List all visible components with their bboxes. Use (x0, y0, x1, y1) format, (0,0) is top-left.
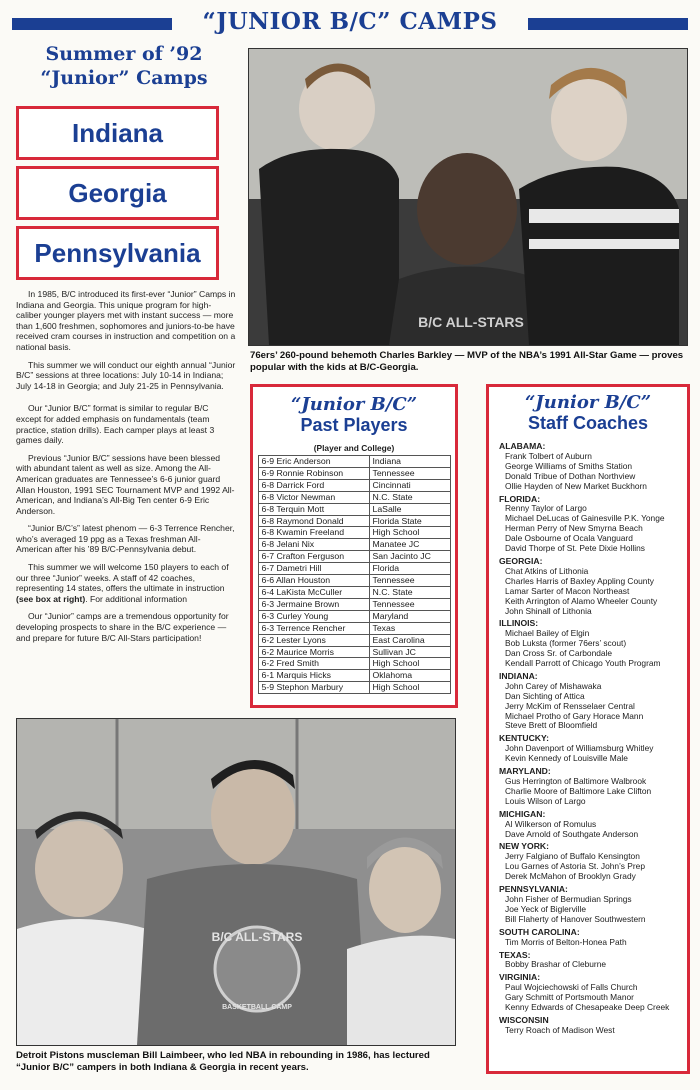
summer-heading (14, 42, 234, 90)
table-row (258, 539, 450, 551)
coach-group-state: GEORGIA: (499, 555, 543, 566)
table-row (258, 598, 450, 610)
coach-name: Michael Bailey of Elgin (505, 628, 590, 639)
coach-name: Renny Taylor of Largo (505, 503, 587, 514)
coach-group-state: WISCONSIN (499, 1014, 549, 1025)
coach-group (499, 672, 687, 731)
coach-group (499, 619, 687, 669)
coach-name: David Thorpe of St. Pete Dixie Hollins (505, 543, 645, 554)
player-name-cell: 6-9 Ronnie Robinson (258, 467, 369, 479)
table-row (258, 586, 450, 598)
player-college-cell: Tennessee (369, 598, 450, 610)
player-name-cell: 6-4 LaKista McCuller (258, 586, 369, 598)
table-row (258, 610, 450, 622)
player-name-cell: 6-8 Victor Newman (258, 491, 369, 503)
barkley-shirt-text: B/C ALL-STARS (418, 314, 524, 330)
player-college-cell: Florida State (369, 515, 450, 527)
player-college-cell: Sullivan JC (369, 646, 450, 658)
state-box-pennsylvania: Pennsylvania (16, 226, 219, 280)
coach-group-state: TEXAS: (499, 949, 531, 960)
player-name-cell: 6-8 Terquin Mott (258, 503, 369, 515)
coach-name: Dan Cross Sr. of Carbondale (505, 648, 613, 659)
barkley-photo (248, 48, 688, 346)
table-row (258, 658, 450, 670)
coach-group-state: ALABAMA: (499, 441, 546, 451)
coach-name: John Shinall of Lithonia (505, 605, 592, 616)
coach-name: John Fisher of Bermudian Springs (505, 893, 632, 904)
coach-group (499, 495, 687, 554)
state-box-indiana: Indiana (16, 106, 219, 160)
laimbeer-photo (16, 718, 456, 1046)
intro-paragraph: “Junior B/C’s” latest phenom — 6-3 Terrence Rencher, who’s averaged 19 ppg as a Texas freshman All-American after his ’89 B/C-Pennsylvania debut. (16, 523, 235, 555)
player-name-cell: 6-3 Terrence Rencher (258, 622, 369, 634)
coach-name: Ollie Hayden of New Market Buckhorn (505, 480, 647, 491)
laimbeer-caption: Detroit Pistons muscleman Bill Laimbeer, who led NBA in rebounding in 1986, has lectured “Junior B/C” campers in both Indiana & Georgia in recent years. (16, 1050, 430, 1073)
staff-coaches-title-line1: “Junior B/C” (524, 392, 652, 413)
player-name-cell: 6-2 Maurice Morris (258, 646, 369, 658)
coach-name: Louis Wilson of Largo (505, 795, 586, 806)
player-college-cell: LaSalle (369, 503, 450, 515)
intro-paragraph (16, 562, 236, 604)
coach-name: Terry Roach of Madison West (505, 1024, 615, 1035)
coach-name: Chat Atkins of Lithonia (505, 565, 589, 576)
coach-group (499, 734, 687, 764)
coach-name: Lou Garnes of Astoria St. John’s Prep (505, 861, 645, 872)
staff-coaches-box (486, 384, 690, 1074)
coach-name: Al Wilkerson of Romulus (505, 818, 597, 829)
coach-name: Jerry Falgiano of Buffalo Kensington (505, 851, 640, 862)
table-row (258, 682, 450, 694)
intro-paragraph: Our “Junior” camps are a tremendous opportunity for developing prospects to share in the B/C experience — and prepare for future B/C All-Stars participation! (16, 611, 229, 643)
coach-name: Derek McMahon of Brooklyn Grady (505, 871, 636, 882)
past-players-box (250, 384, 458, 708)
coach-group-state: INDIANA: (499, 670, 538, 681)
intro-paragraph: In 1985, B/C introduced its first-ever “Junior” Camps in Indiana and Georgia. This unique program for high-caliber younger players met with instant success — more than 1,600 freshmen, sophomores and juniors-to-be have received cram courses in instruction and competition on a national basis. (16, 289, 236, 352)
table-row (258, 515, 450, 527)
coach-name: Tim Morris of Belton-Honea Path (505, 936, 627, 947)
player-name-cell: 6-6 Allan Houston (258, 575, 369, 587)
player-name-cell: 6-8 Raymond Donald (258, 515, 369, 527)
table-row (258, 467, 450, 479)
state-box-georgia: Georgia (16, 166, 219, 220)
barkley-caption: 76ers’ 260-pound behemoth Charles Barkley — MVP of the NBA’s 1991 All-Star Game — proves popular with the kids at B/C-Georgia. (250, 350, 684, 373)
coach-name: Paul Wojciechowski of Falls Church (505, 982, 638, 993)
player-name-cell: 6-3 Curley Young (258, 610, 369, 622)
coach-name: George Williams of Smiths Station (505, 460, 633, 471)
coach-group (499, 951, 687, 971)
staff-coaches-list (489, 433, 687, 1036)
coach-name: John Carey of Mishawaka (505, 680, 602, 691)
page-banner (12, 10, 688, 36)
coach-name: Kendall Parrott of Chicago Youth Program (505, 658, 661, 669)
coach-name: John Davenport of Williamsburg Whitley (505, 743, 654, 754)
intro-paragraph: Previous “Junior B/C” sessions have been blessed with abundant talent as well as size. Among the All-American graduates are Tennessee’s 6-6 junior guard Allan Houston, 1991 SEC Tournament MVP and 1992 All-American, and Indiana’s All-Big Ten center 6-9 Eric Anderson. (16, 452, 235, 516)
player-name-cell: 6-2 Lester Lyons (258, 634, 369, 646)
table-row (258, 456, 450, 468)
coach-group-state: MICHIGAN: (499, 808, 546, 819)
coach-group (499, 1016, 687, 1036)
player-college-cell: Tennessee (369, 575, 450, 587)
coach-group (499, 557, 687, 616)
staff-coaches-title (489, 387, 687, 433)
past-players-title (253, 387, 455, 435)
player-college-cell: Oklahoma (369, 670, 450, 682)
coach-name: Gus Herrington of Baltimore Walbrook (505, 776, 647, 786)
table-row (258, 634, 450, 646)
coach-name: Dale Osbourne of Ocala Vanguard (505, 533, 633, 544)
player-name-cell: 6-8 Kwamin Freeland (258, 527, 369, 539)
coach-name: Bill Flaherty of Hanover Southwestern (505, 913, 646, 924)
coach-name: Michael DeLucas of Gainesville P.K. Yonge (505, 513, 665, 524)
laimbeer-shirt-sub: BASKETBALL CAMP (222, 1004, 292, 1011)
coach-group (499, 928, 687, 948)
coach-name: Bobby Brashar of Cleburne (505, 959, 607, 970)
player-college-cell: High School (369, 682, 450, 694)
coach-name: Michael Protho of Gary Horace Mann (505, 710, 644, 721)
player-name-cell: 6-7 Dametri Hill (258, 563, 369, 575)
player-college-cell: Florida (369, 563, 450, 575)
player-college-cell: High School (369, 658, 450, 670)
coach-group (499, 842, 687, 882)
coach-name: Charlie Moore of Baltimore Lake Clifton (505, 785, 652, 796)
table-row (258, 622, 450, 634)
player-name-cell: 6-8 Darrick Ford (258, 479, 369, 491)
table-row (258, 646, 450, 658)
table-row (258, 670, 450, 682)
coach-group (499, 973, 687, 1013)
player-college-cell: Cincinnati (369, 479, 450, 491)
table-row (258, 563, 450, 575)
coach-group (499, 810, 687, 840)
player-college-cell: Texas (369, 622, 450, 634)
table-row (258, 491, 450, 503)
player-name-cell: 6-9 Eric Anderson (258, 456, 369, 468)
summer-heading-line2: “Junior” Camps (40, 67, 208, 89)
intro-p6-text: This summer we will welcome 150 players to each of our three “Junior” weeks. A staff of 42 coaches, representing 14 states, offers the ultimate in instruction (16, 562, 229, 594)
coach-group-state: ILLINOIS: (499, 618, 539, 629)
coach-name: Dan Sichting of Attica (505, 690, 585, 701)
coach-name: Kenny Edwards of Chesapeake Deep Creek (505, 1002, 670, 1013)
coach-group-state: VIRGINIA: (499, 972, 541, 983)
banner-left-bar (12, 18, 172, 30)
coach-name: Bob Luksta (former 76ers’ scout) (505, 638, 627, 649)
player-college-cell: East Carolina (369, 634, 450, 646)
coach-group (499, 767, 687, 807)
past-players-table (258, 441, 451, 694)
laimbeer-shirt-text: B/C ALL-STARS (211, 930, 303, 944)
coach-name: Lamar Sarter of Macon Northeast (505, 585, 630, 596)
past-players-title-line1: “Junior B/C” (290, 394, 418, 415)
player-name-cell: 6-7 Crafton Ferguson (258, 551, 369, 563)
intro-article (16, 289, 236, 650)
player-name-cell: 5-9 Stephon Marbury (258, 682, 369, 694)
player-college-cell: High School (369, 527, 450, 539)
coach-group (499, 442, 687, 492)
table-row (258, 503, 450, 515)
coach-name: Herman Perry of New Smyrna Beach (505, 523, 643, 534)
past-players-header: (Player and College) (313, 443, 395, 453)
player-college-cell: Maryland (369, 610, 450, 622)
staff-coaches-title-line2: Staff Coaches (527, 413, 649, 433)
player-college-cell: N.C. State (369, 586, 450, 598)
coach-name: Frank Tolbert of Auburn (505, 450, 592, 461)
intro-paragraph: Our “Junior B/C” format is similar to regular B/C except for added emphasis on fundamentals (team practice, station drills). Each camper plays at least 3 games daily. (16, 403, 215, 446)
table-row (258, 527, 450, 539)
coach-group-state: KENTUCKY: (499, 733, 549, 744)
coach-name: Gary Schmitt of Portsmouth Manor (505, 992, 634, 1003)
player-college-cell: Tennessee (369, 467, 450, 479)
player-college-cell: San Jacinto JC (369, 551, 450, 563)
past-players-title-line2: Past Players (300, 415, 408, 435)
player-name-cell: 6-2 Fred Smith (258, 658, 369, 670)
coach-group-state: SOUTH CAROLINA: (499, 926, 580, 937)
coach-name: Kevin Kennedy of Louisville Male (505, 753, 628, 764)
summer-heading-line1: Summer of ’92 (45, 43, 203, 65)
player-college-cell: Indiana (369, 456, 450, 468)
intro-paragraph: This summer we will conduct our eighth annual “Junior B/C” sessions at three locations: July 10-14 in Indiana; July 14-18 in Georgia; and July 21-25 in Pennsylvania. (16, 359, 236, 391)
coach-name: Jerry McKim of Rensselaer Central (505, 700, 635, 711)
player-college-cell: Manatee JC (369, 539, 450, 551)
coach-name: Donald Tribue of Dothan Northview (505, 470, 636, 481)
coach-name: Dave Arnold of Southgate Anderson (505, 828, 639, 839)
coach-group-state: PENNSYLVANIA: (499, 884, 568, 895)
player-college-cell: N.C. State (369, 491, 450, 503)
coach-group-state: NEW YORK: (499, 841, 549, 852)
coach-name: Joe Yeck of Biglerville (505, 903, 587, 914)
coach-group-state: MARYLAND: (499, 766, 551, 777)
table-row (258, 551, 450, 563)
player-name-cell: 6-1 Marquis Hicks (258, 670, 369, 682)
intro-p6-bold: (see box at right) (16, 593, 86, 604)
coach-group (499, 885, 687, 925)
coach-group-state: FLORIDA: (499, 493, 541, 504)
page-title: “JUNIOR B/C” CAMPS (202, 8, 498, 35)
table-row (258, 479, 450, 491)
coach-name: Steve Brett of Bloomfield (505, 720, 598, 731)
player-name-cell: 6-8 Jelani Nix (258, 539, 369, 551)
intro-p6-end: . For additional information (85, 593, 187, 604)
coach-name: Charles Harris of Baxley Appling County (505, 575, 654, 586)
player-name-cell: 6-3 Jermaine Brown (258, 598, 369, 610)
banner-right-bar (528, 18, 688, 30)
coach-name: Keith Arrington of Alamo Wheeler County (505, 595, 658, 606)
table-row (258, 575, 450, 587)
